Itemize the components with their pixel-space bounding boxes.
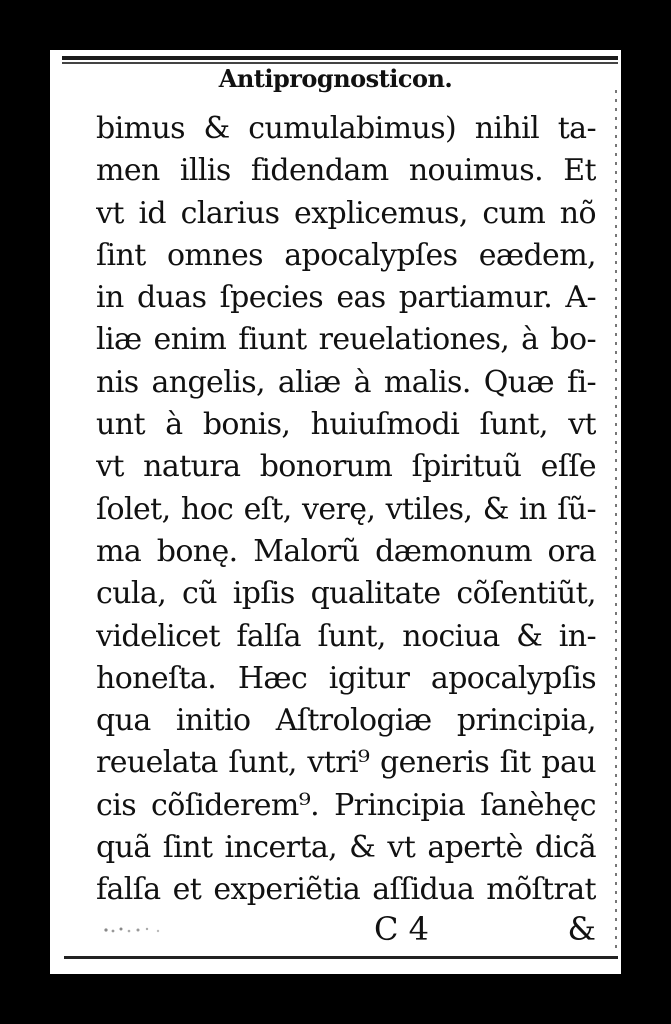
text-line: ſint omnes apocalypſes eædem, — [96, 237, 596, 273]
text-line: qua initio Aſtrologiæ principia, — [96, 703, 596, 739]
bottom-border-rule — [64, 956, 618, 959]
text-line: in duas ſpecies eas partiamur. A- — [96, 280, 596, 316]
catchword: & — [567, 910, 596, 948]
page-footer — [96, 910, 596, 950]
text-line: nis angelis, aliæ à malis. Quæ fi- — [96, 364, 596, 400]
text-line: ſolet, hoc eſt, verę, vtiles, & in ſũ- — [96, 491, 596, 527]
text-line: ma bonę. Malorũ dæmonum ora — [96, 533, 596, 569]
page-edge-marks — [615, 90, 617, 950]
text-line: vt id clarius explicemus, cum nõ — [96, 195, 596, 231]
text-line: men illis fidendam nouimus. Et — [96, 153, 596, 189]
book-page — [50, 50, 621, 974]
text-line: unt à bonis, huiuſmodi ſunt, vt — [96, 407, 596, 443]
running-head: Antiprognosticon. — [218, 64, 453, 93]
text-line: reuelata ſunt, vtri⁹ generis ſit pau — [96, 745, 596, 781]
body-text — [96, 108, 596, 912]
signature-mark: C 4 — [374, 910, 430, 948]
text-line: videlicet falſa ſunt, nociua & in- — [96, 618, 596, 654]
text-line: liæ enim fiunt reuelationes, à bo- — [96, 322, 596, 358]
text-line: falſa et experiẽtia aſſidua mõſtrat — [96, 872, 596, 908]
text-line: bimus & cumulabimus) nihil ta- — [96, 111, 596, 146]
text-line: quã ſint incerta, & vt apertè dicã — [96, 830, 596, 866]
text-line: cis cõſiderem⁹. Principia ſanèhęc — [96, 787, 596, 823]
text-line: vt natura bonorum ſpirituũ eſſe — [96, 449, 596, 485]
text-line: cula, cũ ipſis qualitate cõſentiũt, — [96, 576, 596, 612]
top-border-rule — [62, 56, 618, 60]
text-line: honeſta. Hæc igitur apocalypſis — [96, 660, 596, 696]
